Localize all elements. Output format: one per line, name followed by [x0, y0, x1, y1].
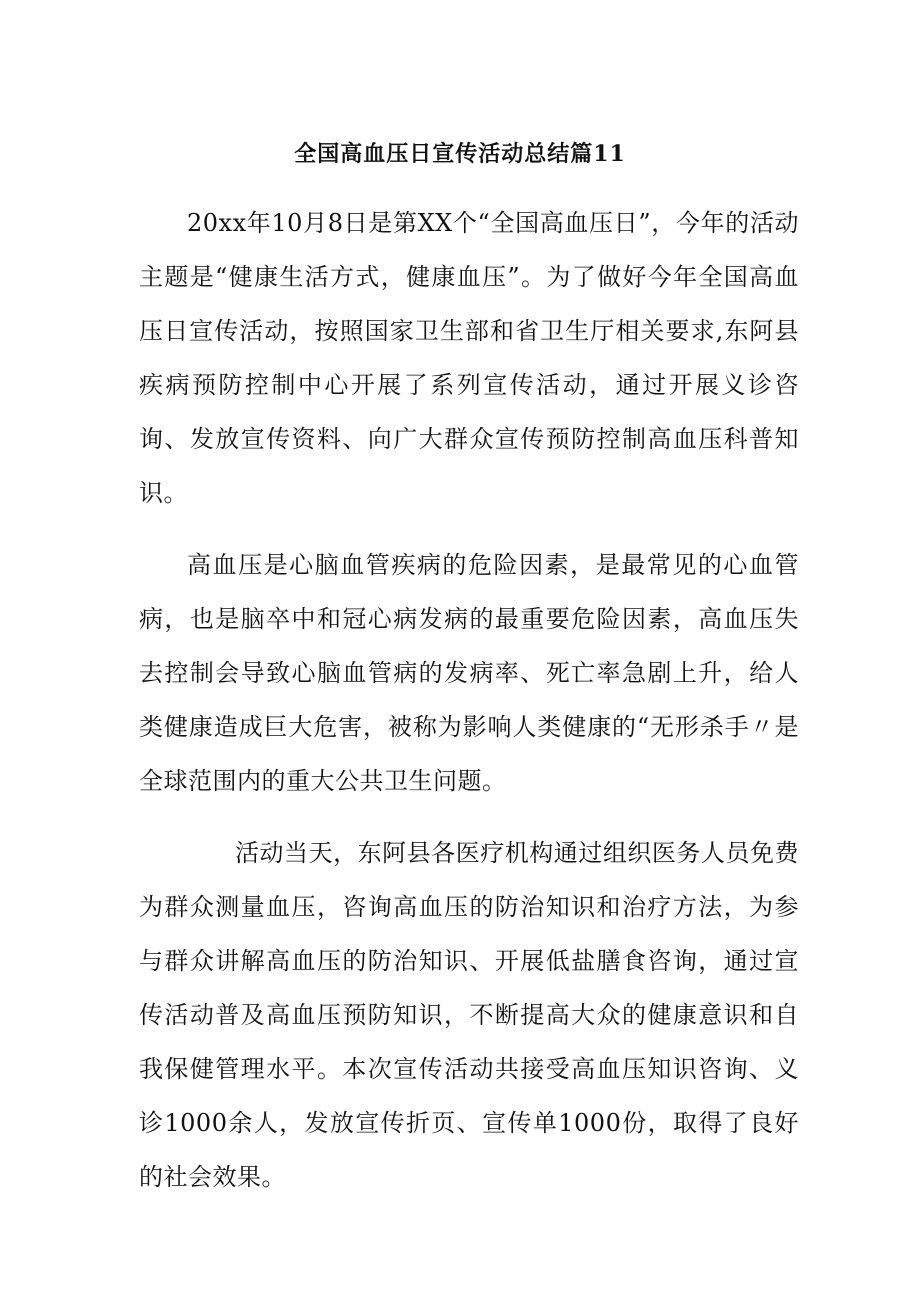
- paragraph-2: 高血压是心脑血管疾病的危险因素，是最常见的心血管病，也是脑卒中和冠心病发病的最重要危险因素，高血压失去控制会导致心脑血管病的发病率、死亡率急剧上升，给人类健康造成巨大危害，被称为影响人类健康的“无形杀手〃是全球范围内的重大公共卫生问题。: [139, 551, 799, 795]
- paragraph-1: 20xx年10月8日是第XX个“全国高血压日”，今年的活动主题是“健康生活方式，健康血压”。为了做好今年全国高血压日宣传活动，按照国家卫生部和省卫生厅相关要求,东阿县疾病预防控制中心开展了系列宣传活动，通过开展义诊咨询、发放宣传资料、向广大群众宣传预防控制高血压科普知识。: [139, 209, 799, 507]
- document-body: [139, 196, 799, 1222]
- document-title: 全国高血压日宣传活动总结篇11: [294, 141, 626, 167]
- paragraph-3: 活动当天，东阿县各医疗机构通过组织医务人员免费为群众测量血压，咨询高血压的防治知识和治疗方法，为参与群众讲解高血压的防治知识、开展低盐膳食咨询，通过宣传活动普及高血压预防知识，不断提高大众的健康意识和自我保健管理水平。本次宣传活动共接受高血压知识咨询、义诊1000余人，发放宣传折页、宣传单1000份，取得了良好的社会效果。: [139, 839, 799, 1191]
